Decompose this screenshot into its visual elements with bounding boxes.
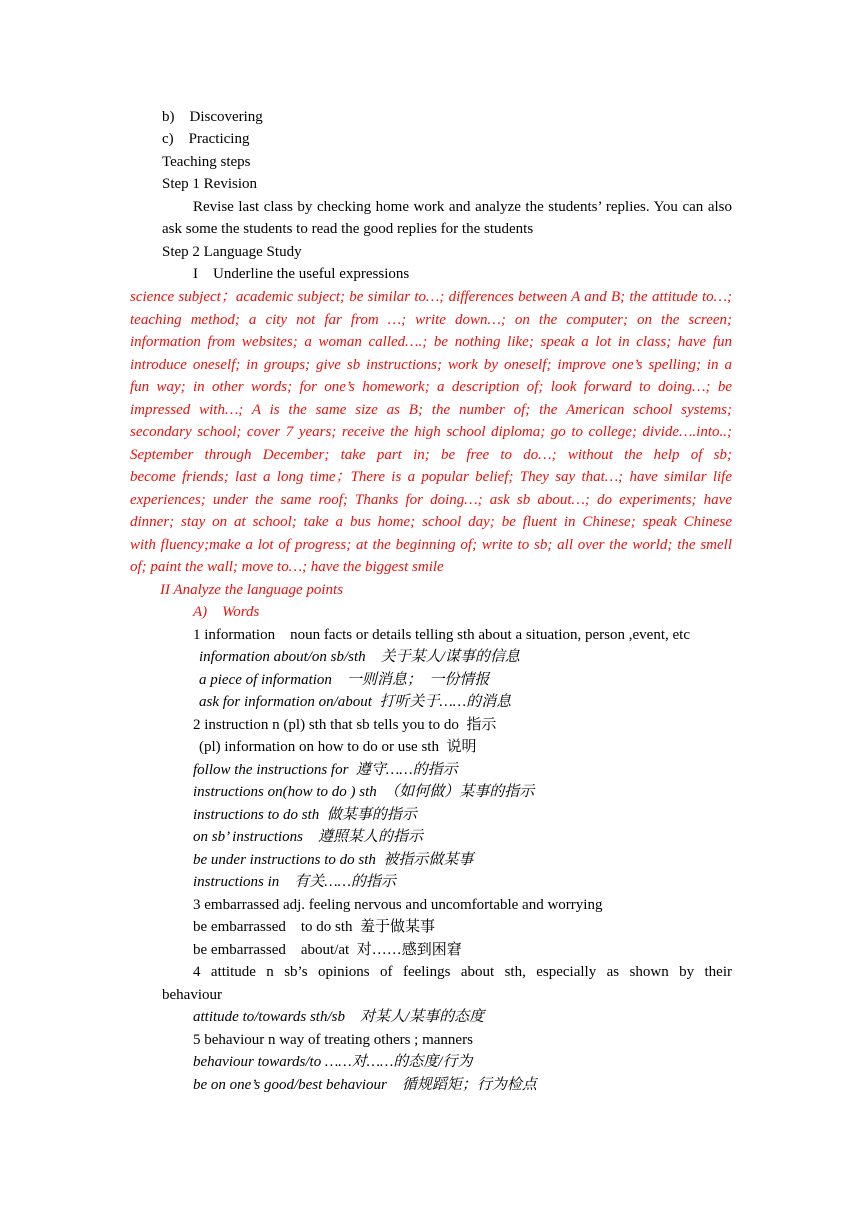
analyze-heading: II Analyze the language points	[160, 582, 344, 598]
expressions-line: impressed with…; A is the same size as B; the number of; the American school systems;	[130, 402, 732, 418]
word-entry-embarrassed: 3 embarrassed adj. feeling nervous and uncomfortable and worrying	[193, 897, 603, 913]
word-usage: be under instructions to do sth 被指示做某事	[193, 852, 474, 868]
step2-subheading: I Underline the useful expressions	[193, 266, 410, 282]
expressions-line: information from websites; a woman called….; be nothing like; speak a lot in class; have fun	[130, 334, 732, 350]
word-usage: follow the instructions for 遵守……的指示	[193, 762, 458, 778]
teaching-steps-heading: Teaching steps	[162, 154, 251, 170]
step1-paragraph-line1: Revise last class by checking home work and analyze the students’ replies. You can also	[193, 199, 732, 215]
word-entry-information: 1 information noun facts or details telling sth about a situation, person ,event, etc	[193, 627, 690, 643]
word-usage: instructions to do sth 做某事的指示	[193, 807, 417, 823]
word-usage: instructions in 有关……的指示	[193, 874, 396, 890]
word-entry-attitude-cont: behaviour	[162, 987, 222, 1003]
word-entry-instruction: 2 instruction n (pl) sth that sb tells you to do 指示	[193, 717, 497, 733]
expressions-line: experiences; under the same roof; Thanks for doing…; ask sb about…; do experiments; have	[130, 492, 732, 508]
word-usage: a piece of information 一则消息； 一份情报	[199, 672, 490, 688]
step2-heading: Step 2 Language Study	[162, 244, 302, 260]
word-usage: attitude to/towards sth/sb 对某人/某事的态度	[193, 1009, 485, 1025]
expressions-line: September through December; take part in; be free to do…; without the help of sb;	[130, 447, 732, 463]
expressions-line: secondary school; cover 7 years; receive the high school diploma; go to college; divide….into..;	[130, 424, 732, 440]
expressions-line: introduce oneself; in groups; give sb instructions; work by oneself; improve one’s spelling; in a	[130, 357, 732, 373]
word-entry-attitude: 4 attitude n sb’s opinions of feelings about sth, especially as shown by their	[193, 964, 732, 980]
word-usage: behaviour towards/to ……对……的态度/行为	[193, 1054, 473, 1070]
word-usage: ask for information on/about 打听关于……的消息	[199, 694, 512, 710]
expressions-line: become friends; last a long time；There is a popular belief; They say that…; have similar life	[130, 469, 732, 485]
word-usage: on sb’ instructions 遵照某人的指示	[193, 829, 424, 845]
word-definition-plural: (pl) information on how to do or use sth 说明	[199, 739, 477, 755]
expressions-line: science subject；academic subject; be similar to…; differences between A and B; the attitude to…;	[130, 289, 732, 305]
list-item-b: b) Discovering	[162, 109, 263, 125]
step1-paragraph-line2: ask some the students to read the good replies for the students	[162, 221, 534, 237]
expressions-line: with fluency;make a lot of progress; at the beginning of; write to sb; all over the world; the smell	[130, 537, 732, 553]
word-usage: be on one’s good/best behaviour 循规蹈矩；行为检点	[193, 1077, 537, 1093]
expressions-line: teaching method; a city not far from …; write down…; on the computer; on the screen;	[130, 312, 732, 328]
word-usage: instructions on(how to do ) sth （如何做）某事的指示	[193, 784, 535, 800]
expressions-line: fun way; in other words; for one’s homework; a description of; look forward to doing…; be	[130, 379, 732, 395]
expressions-line: dinner; stay on at school; take a bus home; school day; be fluent in Chinese; speak Chinese	[130, 514, 732, 530]
list-item-c: c) Practicing	[162, 131, 250, 147]
expressions-line: of; paint the wall; move to…; have the biggest smile	[130, 559, 444, 575]
step1-heading: Step 1 Revision	[162, 176, 258, 192]
word-usage: be embarrassed about/at 对……感到困窘	[193, 942, 462, 958]
word-entry-behaviour: 5 behaviour n way of treating others ; manners	[193, 1032, 473, 1048]
word-usage: information about/on sb/sth 关于某人/谋事的信息	[199, 649, 520, 665]
words-heading: A) Words	[193, 604, 260, 620]
word-usage: be embarrassed to do sth 羞于做某事	[193, 919, 436, 935]
